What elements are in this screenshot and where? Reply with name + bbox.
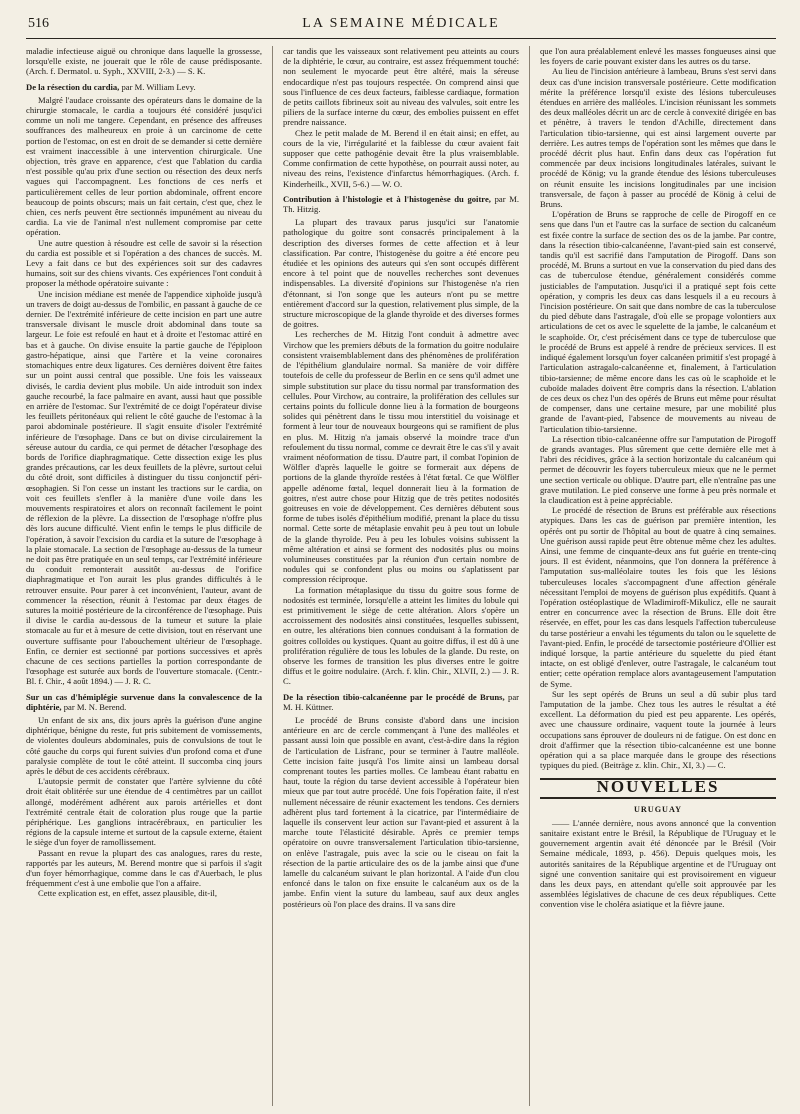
article-heading bbox=[283, 194, 519, 214]
running-head bbox=[26, 12, 776, 39]
article-author: par M. H. Küttner. bbox=[283, 691, 519, 712]
paragraph: Le procédé de Bruns consiste d'abord dans une incision antérieure en arc de cercle commençant à l'une des malléoles et passant aussi loin que possible en avant, c'est-à-dire dans la région de l'articulation de Lisfranc, pour se terminer à l'autre malléole. Cette incision faite jusqu'à l'os limite ainsi un lambeau dorsal comprenant toutes les parties molles. Ce lambeau étant rabattu en haut, toute la région du tarse devient accessible à l'opérateur bien mieux que par tout autre procédé. Une fois l'opération faite, il n'est nullement nécessaire de réunir exactement les tendons. Ces derniers adhèrent plus tard fortement à la cicatrice, par l'intermédiaire de laquelle ils conservent leur action sur l'avant-pied et assurent à la marche toute l'élasticité désirable. Après ce premier temps opératoire on ouvre transversalement l'articulation tibio-tarsienne, on enlève l'astragale, puis avec la scie ou le ciseau on fait la résection de la partie articulaire des os de la jambe ainsi que d'une lamelle du calcanéum suivant le plan horizontal. A l'aide d'un clou enfoncé dans le talon on fixe ensuite le calcanéum aux os de la jambe. Enfin vient la suture du lambeau, sauf aux deux angles postérieurs où l'on place des drains. Il va sans dire bbox=[283, 715, 519, 909]
paragraph: Les recherches de M. Hitzig l'ont conduit à admettre avec Virchow que les premiers débuts de la formation du goitre nodulaire consistent vraisemblablement dans des phénomènes de prolifération de l'épithélium glandulaire normal. Sa manière de voir diffère toutefois de celle du professeur de Berlin en ce sens qu'il admet une simple substitution sur place du tissu normal par transformation des cellules. Pour Virchow, au contraire, la prolifération des cellules sur certains points du follicule donne lieu à la formation de bourgeons solides qui pénètrent dans le tissu mou interstitiel du voisinage et forment à leur tour de nouveaux bourgeons qui se ramifient de plus en plus. M. Hitzig n'a jamais observé la moindre trace d'un refoulement du tissu normal, comme ce devrait être le cas s'il y avait vraiment néoformation de tissu. D'autre part, il combat l'opinion de Wölfler d'après laquelle le goitre se formerait aux dépens de portions de la glande thyroïde restées à l'état fœtal. Ce que Wölfler appelle adénome fœtal, lequel donnerait lieu à la formation de goitres, n'est autre chose pour Hitzig que de très petites nodosités goitreuses en voie de développement. Ces dernières débutent sous forme de tubes isolés d'épithélium modifié, prenant la place du tissu normal. Cette sorte de métaplasie envahit peu à peu tout un lobule de la glande thyroïde. Peu à peu les lobules voisins subissent la même altération et ainsi se forment des nodosités plus ou moins volumineuses constituées par la réunion d'un certain nombre de nodules qui se confondent plus ou moins ou s'aplatissent par compression réciproque. bbox=[283, 329, 519, 585]
paragraph: Sur les sept opérés de Bruns un seul a dû subir plus tard l'amputation de la jambe. Chez tous les autres le résultat a été excellent. La déformation du pied est peu apparente. Les opérés, avec une chaussure ordinaire, vaquent toute la journée à leurs occupations sans éprouver de douleurs ni de fatigue. On est donc en droit d'affirmer que la résection tibio-calcanéenne est une bonne opération qui a sa place marquée dans le groupe des résections typiques du pied. (Beiträge z. klin. Chir., XI, 3.) — C. bbox=[540, 688, 776, 771]
article-author: par M. Th. Hitzig. bbox=[283, 193, 519, 215]
section-banner bbox=[540, 778, 776, 798]
paragraph: Malgré l'audace croissante des opérateurs dans le domaine de la chirurgie stomacale, le cardia a toujours été considéré jusqu'ici comme un noli me tangere. Cependant, en présence des affreuses souffrances des malheureux en proie à un carcinome de cette portion de l'estomac, on est en droit de se demander si cette dernière est vraiment inaccessible à une intervention chirurgicale. Une objection, très grave en apparence, c'est que l'ablation du cardia n'est possible qu'au prix d'une section ou résection des deux nerfs vagues qui l'accompagnent. Les fonctions de ces nerfs et particulièrement celles de leur portion abdominale, offrent encore beaucoup de points obscurs; mais un fait certain, c'est que, chez le chien, ces nerfs peuvent être sectionnés impunément au niveau du cardia. La vie de l'animal n'est nullement compromise par cette opération. bbox=[26, 94, 262, 238]
paragraph: maladie infectieuse aiguë ou chronique dans laquelle la grossesse, lorsqu'elle existe, ne jouerait que le rôle de cause prédisposante. (Arch. f. Dermatol. u. Syph., XXVIII, 2-3.) — S. K. bbox=[26, 46, 262, 77]
paragraph: que l'on aura préalablement enlevé les masses fongueuses ainsi que les foyers de carie pouvant exister dans les autres os du tarse. bbox=[540, 46, 776, 67]
news-country-heading: URUGUAY bbox=[633, 804, 683, 814]
article-author: par M. N. Berend. bbox=[63, 701, 127, 712]
paragraph: Le procédé de résection de Bruns est préférable aux résections atypiques. Dans les cas de guérison par première intention, les opérés ont pu sortir de l'hôpital au bout de quatre à cinq semaines. Une guérison aussi rapide peut être obtenue même chez les adultes. Ainsi, une femme de cinquante-deux ans fut guérie en trente-cinq jours. Il est évident, néanmoins, que l'on donnera la préférence à l'amputation sus-malléolaire toutes les fois que les lésions tuberculeuses locales s'accompagnent d'une affection générale nécessitant l'emploi de moyens de guérison plus expéditifs. Quant à l'opération ostéoplastique de Wladimiroff-Mikulicz, elle ne saurait entrer en concurrence avec la résection de Bruns. Elle doit être réservée, en effet, pour les cas dans lesquels l'affection tuberculeuse du tarse postérieur a envahi les téguments du talon ou le squelette de l'avant-pied. Enfin, le procédé de tarsectomie postérieure d'Ollier est indiqué lorsque, la partie antérieure du squelette du pied étant intacte, on est obligé d'enlever, outre l'astragale, le calcanéum tout entier; cette opération remplace alors avantageusement l'amputation de Syme. bbox=[540, 505, 776, 689]
paragraph: La résection tibio-calcanéenne offre sur l'amputation de Pirogoff de grands avantages. Plus sûrement que cette dernière elle met à l'abri des récidives, grâce à la section horizontale du calcanéum qui permet de découvrir les foyers tuberculeux mieux que ne le permet une section verticale ou oblique. D'autre part, elle n'entraîne pas une grave mutilation. Le pied conserve une forme à peu près normale et la claudication est à peine appréciable. bbox=[540, 433, 776, 505]
text-columns bbox=[26, 46, 776, 1106]
column-1 bbox=[26, 46, 262, 1106]
article-title: Contribution à l'histologie et à l'histogenèse du goitre, bbox=[283, 193, 491, 204]
paragraph: Un enfant de six ans, dix jours après la guérison d'une angine diphtérique, bénigne du reste, fut pris subitement de vomissements, de violentes douleurs abdominales, puis de convulsions de tout le côté gauche du corps qui furent suivies d'un profond coma et d'une paralysie complète de tout le côté atteint. Il succomba cinq jours après le début de ces accidents cérébraux. bbox=[26, 715, 262, 777]
article-title: Sur un cas d'hémiplégie survenue dans la convalescence de la diphtérie, bbox=[26, 691, 262, 712]
page-number: 516 bbox=[28, 16, 49, 31]
section-title: NOUVELLES bbox=[596, 777, 720, 797]
paragraph: —— L'année dernière, nous avons annoncé que la convention sanitaire existant entre le Brésil, la République de l'Uruguay et le gouvernement argentin avait été dénoncée par le Brésil (Voir Semaine médicale, 1893, p. 456). Depuis quelques mois, les autorités sanitaires de la République argentine et de l'Uruguay ont signé une convention sanitaire qui est provisoirement en vigueur dans les deux pays, en attendant qu'elle soit approuvée par les assemblées législatives de chacune de ces deux républiques. Cette convention vise le choléra asiatique et la fièvre jaune. bbox=[540, 817, 776, 910]
paragraph: L'opération de Bruns se rapproche de celle de Pirogoff en ce sens que dans l'un et l'autre cas la surface de section du calcanéum est fixée contre la surface de section des os de la jambe. Par contre, dans la résection tibio-calcanéenne, l'avant-pied sain est conservé, tandis qu'il est sacrifié dans l'amputation de Pirogoff. Dans son procédé, M. Bruns a surtout en vue la conservation du pied dans des cas de tuberculose étendue, généralement considérés comme justiciables de l'amputation. Jusqu'ici il a pratiqué sept fois cette opération, y compris les deux cas dans lesquels il a eu recours à l'incision postérieure. On sait que dans nombre de cas la tuberculose du pied débute dans l'astragale, d'où elle se propage volontiers aux articulations de cet os avec le squelette de la jambe, le calcanéum et le scaphoïde. Or, c'est précisément dans ce type de tuberculose que le procédé de Bruns est appelé à rendre de précieux services. Il est indiqué également lorsqu'un foyer calcanéen primitif s'est propagé à l'articulation astragalo-calcanéenne et, finalement, à l'articulation tibio-tarsienne; de même encore dans les cas où le scaphoïde et le cuboïde malades doivent être compris dans la résection. L'ablation de ces deux os chez l'un des opérés de Bruns eut même pour résultat de compenser, dans une certaine mesure, par une mobilité plus grande de l'avant-pied, l'absence de mouvements au niveau de l'articulation tibio-tarsienne. bbox=[540, 209, 776, 434]
paragraph: Une autre question à résoudre est celle de savoir si la résection du cardia est possible et si l'opération a des chances de succès. M. Levy a fait dans ce but des expériences soit sur des cadavres humains, soit sur des chiens vivants. Ces expériences l'ont conduit à proposer la méthode opératoire suivante : bbox=[26, 237, 262, 289]
paragraph: car tandis que les vaisseaux sont relativement peu atteints au cours de la diphtérie, le cœur, au contraire, est assez fréquemment touché: non seulement le myocarde peut être altéré, mais la séreuse endocardique n'est pas toujours respectée. On comprend ainsi que sous l'influence de ces deux facteurs, faiblesse cardiaque, formation de petits caillots fibrineux soit au niveau des valvules, soit entre les piliers de la surface interne du cœur, des embolies puissent en effet prendre naissance. bbox=[283, 46, 519, 128]
article-heading bbox=[26, 82, 262, 92]
paragraph: L'autopsie permit de constater que l'artère sylvienne du côté droit était oblitérée sur une étendue de 4 centimètres par un caillot allongé, modérément adhérent aux parois artérielles et dont l'extrémité centrale était de coloration plus rouge que la partie périphérique. Les ganglions intracérébraux, en particulier les régions de la capsule interne et surtout de la capsule externe, étaient le siège d'un foyer de ramollissement. bbox=[26, 776, 262, 848]
article-heading bbox=[283, 692, 519, 712]
journal-page bbox=[26, 12, 776, 1106]
column-2 bbox=[283, 46, 519, 1106]
article-author: par M. William Levy. bbox=[121, 81, 196, 92]
paragraph: Cette explication est, en effet, assez plausible, dit-il, bbox=[38, 888, 218, 899]
article-title: De la résection tibio-calcanéenne par le procédé de Bruns, bbox=[283, 691, 505, 702]
column-rule bbox=[272, 46, 273, 1106]
paragraph: Au lieu de l'incision antérieure à lambeau, Bruns s'est servi dans deux cas d'une incision transversale postérieure. Cette modification mérite la préférence lorsqu'il existe des lésions tuberculeuses étendues en arrière des malléoles. L'incision réunissant les sommets des deux malléoles décrit un arc de cercle à convexité dirigée en bas et pénètre, à travers le tendon d'Achille, directement dans l'articulation tibio-tarsienne, qui est ainsi largement ouverte par derrière. Les autres temps de l'opération sont les mêmes que dans le procédé décrit plus haut. Enfin dans deux cas l'opération fut commencée par deux incisions longitudinales latérales, suivant le procédé de König; vu la grande étendue des lésions tuberculeuses on réunit ensuite les incisions longitudinales par une incision transversale, de façon à passer au procédé de König à celui de Bruns. bbox=[540, 66, 776, 210]
paragraph: Chez le petit malade de M. Berend il en était ainsi; en effet, au cours de la vie, l'irrégularité et la faiblesse du cœur avaient fait supposer que cette pathogénie devait être la plus vraisemblable. Comme confirmation de cette hypothèse, on pourrait aussi noter, au niveau des reins, l'existence d'infarctus hémorrhagiques. (Arch. f. Kinderheilk., XVII, 5-6.) — W. O. bbox=[283, 127, 519, 189]
column-3 bbox=[540, 46, 776, 1106]
paragraph: La formation métaplasique du tissu du goitre sous forme de nodosités est terminée, lorsqu'elle a atteint les limites du lobule qui est primitivement le siège de cette altération. Alors s'opère un accroissement des nodosités ainsi constituées, lesquelles subissent, en outre, les altérations bien connues conduisant à la formation de goitres colloïdes ou kystiques. Quant au goitre diffus, il est dû à une prolifération régulière de tous les lobules de la glande. Du reste, on observe les formes de transition les plus diverses entre le goitre diffus et le goitre nodulaire. (Arch. f. klin. Chir., XLVII, 2.) — J. R. C. bbox=[283, 584, 519, 687]
paragraph: La plupart des travaux parus jusqu'ici sur l'anatomie pathologique du goitre sont consacrés principalement à la description des diverses formes de cette affection et à leur classification. Par contre, l'histogenèse du goitre a été encore peu étudiée et les opinions des auteurs qui s'en sont occupés diffèrent encore à tel point que de nouvelles recherches sont devenues indispensables. La diversité d'opinions sur l'histogenèse n'a rien d'étonnant, si l'on songe que les auteurs n'ont pu se mettre entièrement d'accord sur la question, relativement plus simple, de la structure microscopique de la glande thyroïde et des diverses formes de goitres. bbox=[283, 217, 519, 330]
paragraph: Une incision médiane est menée de l'appendice xiphoïde jusqu'à un travers de doigt au-dessus de l'ombilic, en passant à gauche de ce dernier. De l'extrémité inférieure de cette incision en part une autre transversale divisant le muscle droit abdominal dans toute sa largeur. Le foie est refoulé en haut et à droite et l'estomac attiré en bas et à gauche. On divise ensuite la partie gauche de l'épiploon gastro-hépatique, ainsi que l'artère et la veine coronaires stomachiques entre deux ligatures. Ces dernières doivent être faites sur un point aussi central que possible. Une fois les vaisseaux divisés, le cardia devient plus mobile. Un aide introduit son index gauche recourbé, la face palmaire en avant, aussi haut que possible en arrière de l'estomac. Sur l'extrémité de ce doigt l'opérateur divise les feuillets péritonéaux qui relient le côté gauche de l'estomac à la paroi abdominale postérieure. Il s'agit ensuite d'isoler l'extrémité inférieure de l'œsophage. Dans ce but on divise circulairement la séreuse autour du cardia, ce qui permet de détacher l'œsophage des bords de l'orifice diaphragmatique. Cette dissection exige les plus grandes précautions, car les deux feuillets de la plèvre, surtout celui du côté droit, sont difficiles à distinguer du tissu conjonctif péri-œsophagien. Si l'on cesse un instant les tractions sur le cardia, on voit ces feuillets s'enfler à la manière d'une voile dans les mouvements respiratoires et alors on reconnaît facilement le point de réflexion de la plèvre. La dissection de l'œsophage n'offre plus dès lors aucune difficulté. Vient enfin le temps le plus difficile de l'opération, à savoir l'excision du cardia et la suture de l'œsophage à la plaie stomacale. La section de l'œsophage au-dessus de la tumeur ne doit pas être pratiquée en un seul temps, car l'extrémité inférieure du conduit remonterait aussitôt au-dessus de l'orifice diaphragmatique et l'on aurait les plus grandes difficultés à le retrouver ensuite. Pour parer à cet inconvénient, l'auteur, avant de commencer la résection, réunit à l'estomac par deux étages de sutures la moitié postérieure de la circonférence de l'œsophage. Puis il divise le cardia au-dessous de la tumeur et suture la plaie stomacale au fur et à mesure de cette division, tout en réservant une ouverture suffisante pour l'abouchement ultérieur de l'œsophage. Enfin, ce dernier est sectionné par portions successives et après chacune de ces sections partielles la portion correspondante de l'œsophage est suturée aux bords de l'ouverture stomacale. (Centr.-Bl. f. Chir., 4 août 1894.) — J. R. C. bbox=[26, 288, 262, 687]
article-heading bbox=[26, 692, 262, 712]
journal-title: LA SEMAINE MÉDICALE bbox=[302, 16, 500, 31]
column-rule bbox=[529, 46, 530, 1106]
article-title: De la résection du cardia, bbox=[26, 81, 120, 92]
paragraph: Passant en revue la plupart des cas analogues, rares du reste, rapportés par les auteurs, M. Berend montre que si parfois il s'agit d'un foyer hémorrhagique, comme dans le cas d'Auerbach, le plus fréquemment c'est à une embolie que l'on a affaire. bbox=[26, 847, 262, 889]
